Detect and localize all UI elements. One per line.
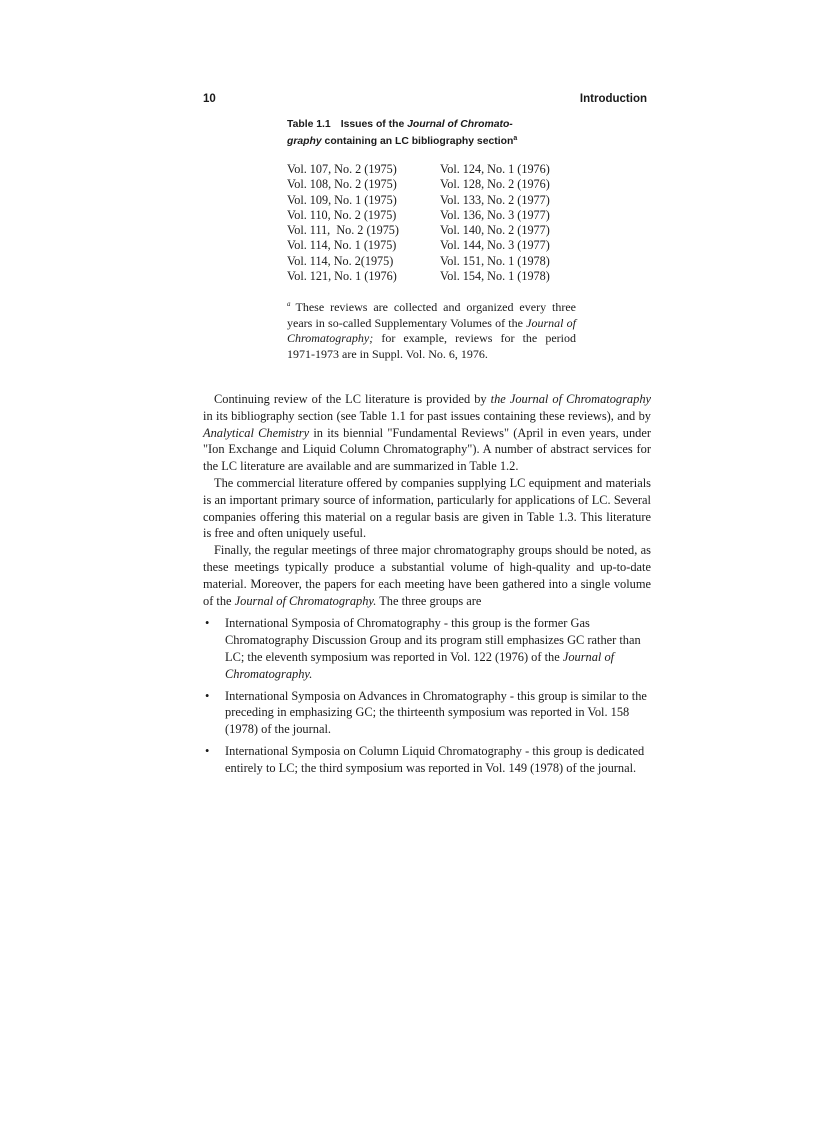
table-cell: Vol. 114, No. 2(1975) bbox=[287, 253, 394, 268]
list-item bbox=[203, 743, 651, 777]
list-item-text: International Symposia on Advances in Chromatography - this group is similar to the preceding in emphasizing GC; the thirteenth symposium was reported in Vol. 158 (1978) of the journal. bbox=[225, 688, 647, 737]
table-cell: Vol. 133, No. 2 (1977) bbox=[440, 192, 550, 207]
table-cell: Vol. 121, No. 1 (1976) bbox=[287, 269, 397, 284]
text-run: in its biennial "Fundamental Reviews" (April in even years, under "Ion Exchange and Liquid Column Chromatography"). A number of abstract services for the LC literature are available and are summarized in Table 1.2. bbox=[203, 425, 651, 474]
bullet-icon: • bbox=[205, 743, 210, 758]
table-cell: Vol. 114, No. 1 (1975) bbox=[287, 238, 397, 253]
table-footnote bbox=[287, 300, 576, 362]
list-item bbox=[203, 615, 651, 682]
page-number: 10 bbox=[203, 93, 216, 105]
bullet-icon: • bbox=[205, 688, 210, 703]
paragraph-meetings bbox=[203, 542, 651, 609]
footnote-journal-title: Journal of Chromatography; bbox=[287, 315, 576, 346]
table-grid bbox=[287, 162, 579, 284]
table-cell: Vol. 110, No. 2 (1975) bbox=[287, 207, 397, 222]
list-item bbox=[203, 688, 651, 738]
table-cell: Vol. 107, No. 2 (1975) bbox=[287, 162, 397, 176]
table-cell: Vol. 128, No. 2 (1976) bbox=[440, 177, 550, 192]
table-cell: Vol. 136, No. 3 (1977) bbox=[440, 207, 550, 222]
footnote-text-end: for example, reviews for the period 1971-1973 are in Suppl. Vol. No. 6, 1976. bbox=[287, 331, 576, 361]
text-run: The three groups are bbox=[376, 593, 482, 608]
caption-text-end: containing an LC bibliography section bbox=[321, 136, 514, 147]
table-cell: Vol. 140, No. 2 (1977) bbox=[440, 223, 550, 238]
table-cell: Vol. 108, No. 2 (1975) bbox=[287, 177, 397, 192]
running-header bbox=[203, 93, 647, 109]
list-item-text: International Symposia of Chromatography - this group is the former Gas Chromatography Discussion Group and its program still emphasizes GC rather than LC; the eleventh symposium was reported in Vol. 122 (1976) of the bbox=[225, 616, 641, 664]
table-label: Table 1.1 bbox=[287, 119, 331, 130]
table-cell: Vol. 124, No. 1 (1976) bbox=[440, 162, 550, 176]
table-cell: Vol. 144, No. 3 (1977) bbox=[440, 238, 550, 253]
caption-text-start: Issues of the bbox=[340, 119, 408, 130]
text-run: in its bibliography section (see Table 1.1 for past issues containing these reviews), and by bbox=[203, 408, 651, 423]
text-run: Continuing review of the LC literature is provided by bbox=[214, 392, 491, 406]
caption-footnote-marker: a bbox=[513, 135, 518, 142]
footnote-text-start: These reviews are collected and organized every three years in so-called Supplementary Volumes of the bbox=[287, 300, 576, 330]
journal-title: Journal of Chromatography. bbox=[234, 593, 377, 608]
table-cell: Vol. 109, No. 1 (1975) bbox=[287, 192, 397, 207]
table-caption bbox=[287, 116, 579, 150]
journal-title: Analytical Chemistry bbox=[203, 425, 310, 440]
running-title: Introduction bbox=[579, 93, 647, 105]
table-1-1 bbox=[287, 116, 579, 362]
journal-title: the Journal of Chromatography bbox=[490, 392, 652, 406]
journal-title: Journal of Chromatography. bbox=[225, 649, 615, 681]
table-cell: Vol. 154, No. 1 (1978) bbox=[440, 269, 550, 284]
body-text bbox=[203, 391, 651, 782]
paragraph-continuing-review bbox=[203, 391, 651, 475]
text-run: Finally, the regular meetings of three major chromatography groups should be noted, as these meetings typically produce a substantial volume of high-quality and up-to-date material. Moreover, the papers for each meeting have been gathered into a single volume of the bbox=[203, 543, 651, 608]
caption-journal-title: Journal of Chromato- graphy bbox=[287, 119, 513, 147]
footnote-marker: a bbox=[287, 300, 291, 309]
list-item-text: International Symposia on Column Liquid Chromatography - this group is dedicated entirely to LC; the third symposium was reported in Vol. 149 (1978) of the journal. bbox=[225, 743, 645, 775]
table-right-column bbox=[440, 162, 550, 284]
table-left-column bbox=[287, 162, 440, 284]
bullet-icon: • bbox=[205, 616, 210, 631]
paragraph-commercial-literature: The commercial literature offered by companies supplying LC equipment and materials is an important primary source of information, particularly for applications of LC. Several companies offering this material on a regular basis are given in Table 1.3. This literature is free and often uniquely useful. bbox=[203, 475, 651, 541]
table-cell: Vol. 111, No. 2 (1975) bbox=[287, 223, 399, 238]
table-cell: Vol. 151, No. 1 (1978) bbox=[440, 253, 550, 268]
symposia-list bbox=[203, 615, 651, 776]
